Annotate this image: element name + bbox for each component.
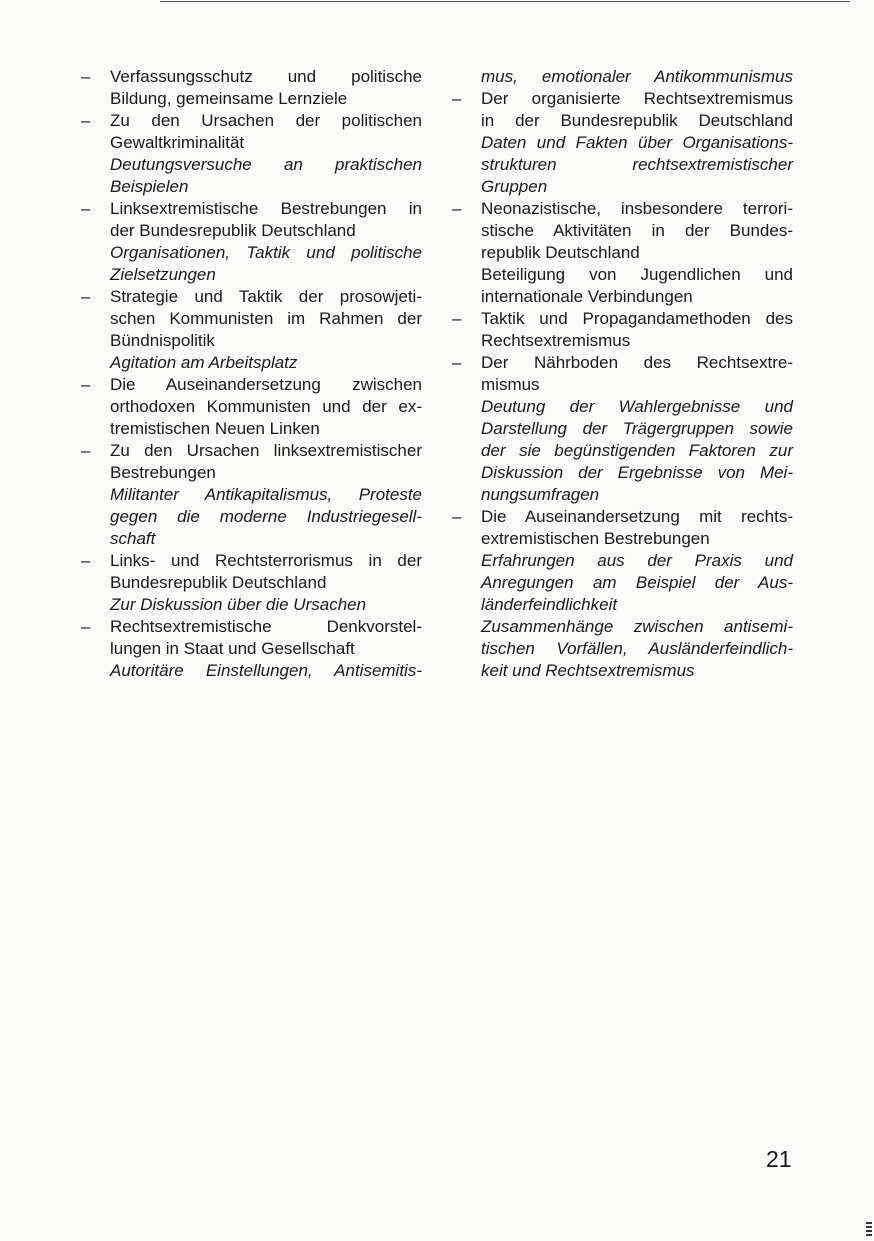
list-dash: – (81, 287, 91, 306)
text-line: Links- und Rechtsterrorismus in der (110, 551, 422, 570)
text-line: Beispielen (110, 177, 189, 196)
list-dash: – (452, 89, 462, 108)
text-line: internationale Verbindungen (481, 287, 693, 306)
list-item (452, 506, 793, 682)
text-line: länderfeindlichkeit (481, 595, 618, 614)
text-line: der sie begünstigenden Faktoren zur (481, 441, 793, 460)
text-line: Strategie und Taktik der prosowjeti- (110, 287, 422, 306)
text-line: Bildung, gemeinsame Lernziele (110, 89, 348, 108)
text-line: Der Nährboden des Rechtsextre- (481, 353, 793, 372)
right-column (452, 66, 793, 682)
text-line: Die Auseinandersetzung mit rechts- (481, 507, 793, 526)
list-item (81, 110, 422, 198)
text-line: Verfassungsschutz und politische (110, 67, 422, 86)
list-dash: – (81, 441, 91, 460)
text-line: Der organisierte Rechtsextremismus (481, 89, 793, 108)
text-line: Autoritäre Einstellungen, Antisemitis- (110, 661, 422, 680)
text-line: der Bundesrepublik Deutschland (110, 221, 356, 240)
text-line: Deutungsversuche an praktischen (110, 155, 422, 174)
text-line: in der Bundesrepublik Deutschland (481, 111, 793, 130)
text-line: mus, emotionaler Antikommunismus (481, 67, 793, 86)
text-line: nungsumfragen (481, 485, 600, 504)
text-line: tremistischen Neuen Linken (110, 419, 320, 438)
text-line: Erfahrungen aus der Praxis und (481, 551, 793, 570)
text-line: orthodoxen Kommunisten und der ex- (110, 397, 422, 416)
list-dash: – (81, 617, 91, 636)
text-line: Diskussion der Ergebnisse von Mei- (481, 463, 793, 482)
text-line: Zu den Ursachen der politischen (110, 111, 422, 130)
text-line: Bestrebungen (110, 463, 216, 482)
list-item (452, 198, 793, 308)
text-line: Bündnispolitik (110, 331, 215, 350)
text-line: schen Kommunisten im Rahmen der (110, 309, 422, 328)
text-line: Anregungen am Beispiel der Aus- (481, 573, 793, 592)
text-line: Daten und Fakten über Organisations- (481, 133, 793, 152)
list-dash: – (452, 199, 462, 218)
list-dash: – (81, 199, 91, 218)
text-line: mismus (481, 375, 540, 394)
list-dash: – (81, 111, 91, 130)
text-line: lungen in Staat und Gesellschaft (110, 639, 355, 658)
list-item (81, 616, 422, 682)
text-line: stische Aktivitäten in der Bundes- (481, 221, 793, 240)
text-line: strukturen rechtsextremistischer (481, 155, 793, 174)
list-item (81, 286, 422, 374)
page-number: 21 (766, 1146, 792, 1172)
text-line: Agitation am Arbeitsplatz (110, 353, 298, 372)
list-item (81, 198, 422, 286)
text-line: Die Auseinandersetzung zwischen (110, 375, 422, 394)
list-dash: – (452, 353, 462, 372)
list-item (81, 374, 422, 440)
text-line: Bundesrepublik Deutschland (110, 573, 327, 592)
text-line: Gewaltkriminalität (110, 133, 245, 152)
text-line: Zu den Ursachen linksextremistischer (110, 441, 422, 460)
text-line: Rechtsextremismus (481, 331, 631, 350)
text-line: Gruppen (481, 177, 548, 196)
list-dash: – (452, 309, 462, 328)
text-line: Zusammenhänge zwischen antisemi- (481, 617, 793, 636)
text-line: republik Deutschland (481, 243, 640, 262)
text-line: tischen Vorfällen, Ausländerfeindlich- (481, 639, 793, 658)
text-line: Beteiligung von Jugendlichen und (481, 265, 793, 284)
list-item (81, 550, 422, 616)
left-column (81, 66, 422, 682)
text-line: Linksextremistische Bestrebungen in (110, 199, 422, 218)
text-line: Zur Diskussion über die Ursachen (110, 595, 367, 614)
text-line: Neonazistische, insbesondere terrori- (481, 199, 793, 218)
text-line: Taktik und Propagandamethoden des (481, 309, 793, 328)
text-line: extremistischen Bestrebungen (481, 529, 710, 548)
text-line: Organisationen, Taktik und politische (110, 243, 422, 262)
list-item (81, 66, 422, 110)
list-item (452, 352, 793, 506)
list-item (481, 66, 793, 88)
list-item (452, 88, 793, 198)
text-line: Deutung der Wahlergebnisse und (481, 397, 793, 416)
text-line: Darstellung der Trägergruppen sowie (481, 419, 793, 438)
text-line: Rechtsextremistische Denkvorstel- (110, 617, 422, 636)
text-line: Zielsetzungen (110, 265, 216, 284)
list-dash: – (452, 507, 462, 526)
list-item (452, 308, 793, 352)
list-dash: – (81, 375, 91, 394)
list-item (81, 440, 422, 550)
text-line: gegen die moderne Industriegesell- (110, 507, 422, 526)
text-line: schaft (110, 529, 156, 548)
text-line: Militanter Antikapitalismus, Proteste (110, 485, 422, 504)
scan-corner-mark (866, 1222, 872, 1238)
top-rule (160, 1, 850, 2)
list-dash: – (81, 67, 91, 86)
text-line: keit und Rechtsextremismus (481, 661, 695, 680)
list-dash: – (81, 551, 91, 570)
